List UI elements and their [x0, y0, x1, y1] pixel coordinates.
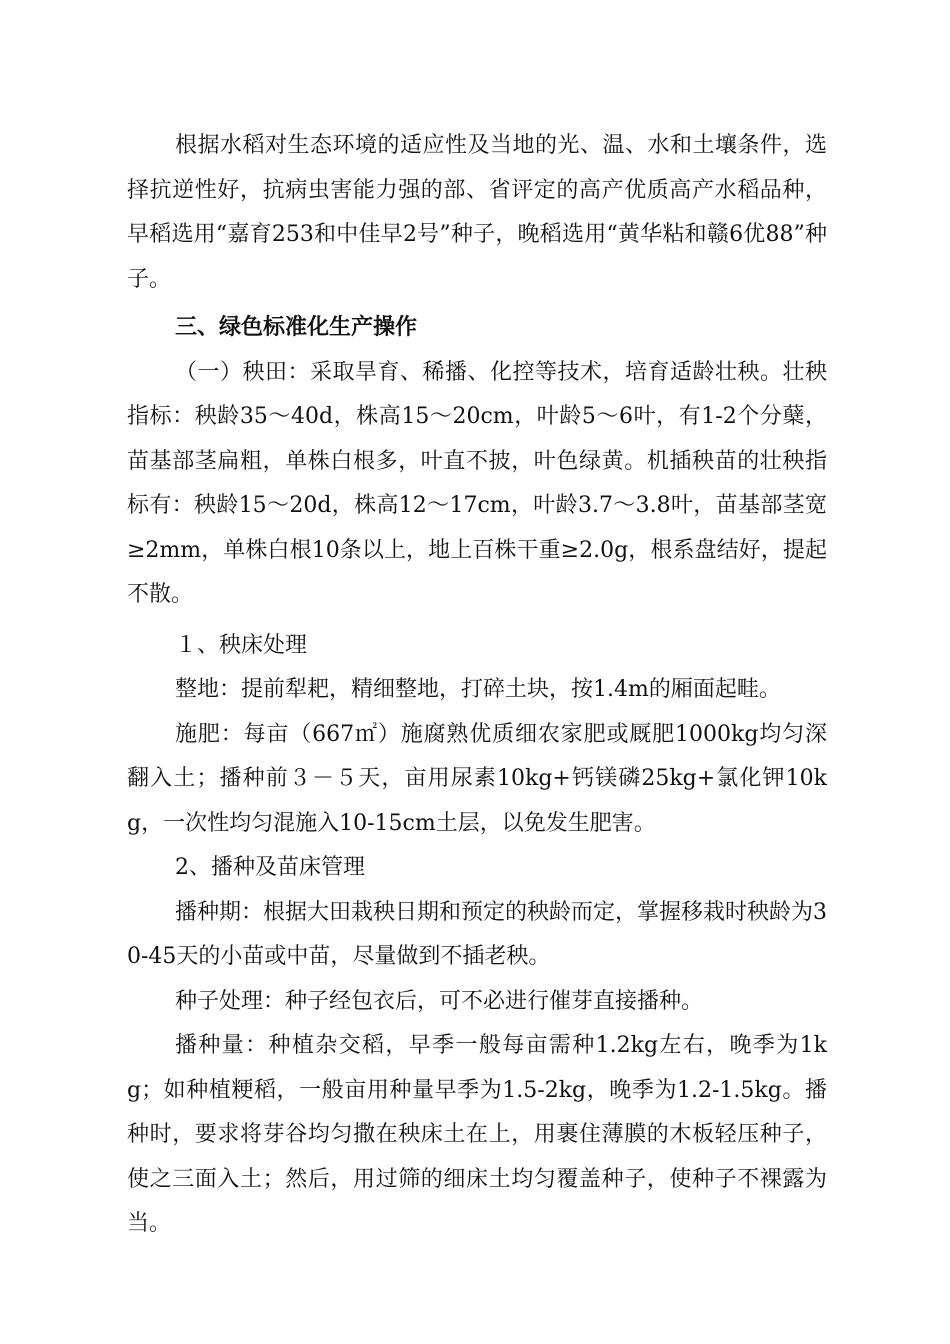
paragraph-fertilization: 施肥：每亩（667㎡）施腐熟优质细农家肥或厩肥1000kg均匀深翻入土；播种前３－５天，亩用尿素10kg+钙镁磷25kg+氯化钾10kg，一次性均匀混施入10-15cm土层，以免发生肥害。 [127, 721, 827, 836]
paragraph-seed-treatment: 种子处理：种子经包衣后，可不必进行催芽直接播种。 [175, 988, 704, 1014]
paragraph-variety-selection: 根据水稻对生态环境的适应性及当地的光、温、水和土壤条件，选择抗逆性好，抗病虫害能力强的部、省评定的高产优质高产水稻品种，早稻选用“嘉育253和中佳早2号”种子，晚稻选用“黄华粘和赣6优88”种子。 [127, 133, 827, 292]
paragraph-seedling-field: （一）秧田：采取旱育、稀播、化控等技术，培育适龄壮秧。壮秧指标：秧龄35～40d，株高15～20cm，叶龄5～6叶，有1-2个分蘖，苗基部茎扁粗，单株白根多，叶直不披，叶色绿黄。机插秧苗的壮秧指标有：秧龄15～20d，株高12～17cm，叶龄3.7～3.8叶，苗基部茎宽≥2mm，单株白根10条以上，地上百株干重≥2.0g，根系盘结好，提起不散。 [127, 359, 827, 607]
subheading-sowing-management: 2、播种及苗床管理 [175, 855, 365, 880]
paragraph-sowing-amount: 播种量：种植杂交稻，早季一般每亩需种1.2kg左右，晚季为1kg；如种植粳稻，一般亩用种量早季为1.5-2kg，晚季为1.2-1.5kg。播种时，要求将芽谷均匀撒在秧床土在上，用裹住薄膜的木板轻压种子，使之三面入土；然后，用过筛的细床土均匀覆盖种子，使种子不裸露为当。 [127, 1033, 827, 1236]
paragraph-sowing-period: 播种期：根据大田栽秧日期和预定的秧龄而定，掌握移栽时秧龄为30-45天的小苗或中苗，尽量做到不插老秧。 [127, 899, 827, 969]
section-heading-green-production: 三、绿色标准化生产操作 [175, 315, 418, 340]
subheading-seedbed-treatment: １、秧床处理 [175, 632, 308, 658]
paragraph-land-preparation: 整地：提前犁耙，精细整地，打碎土块，按1.4m的厢面起畦。 [175, 677, 781, 702]
document-body [127, 124, 827, 1247]
